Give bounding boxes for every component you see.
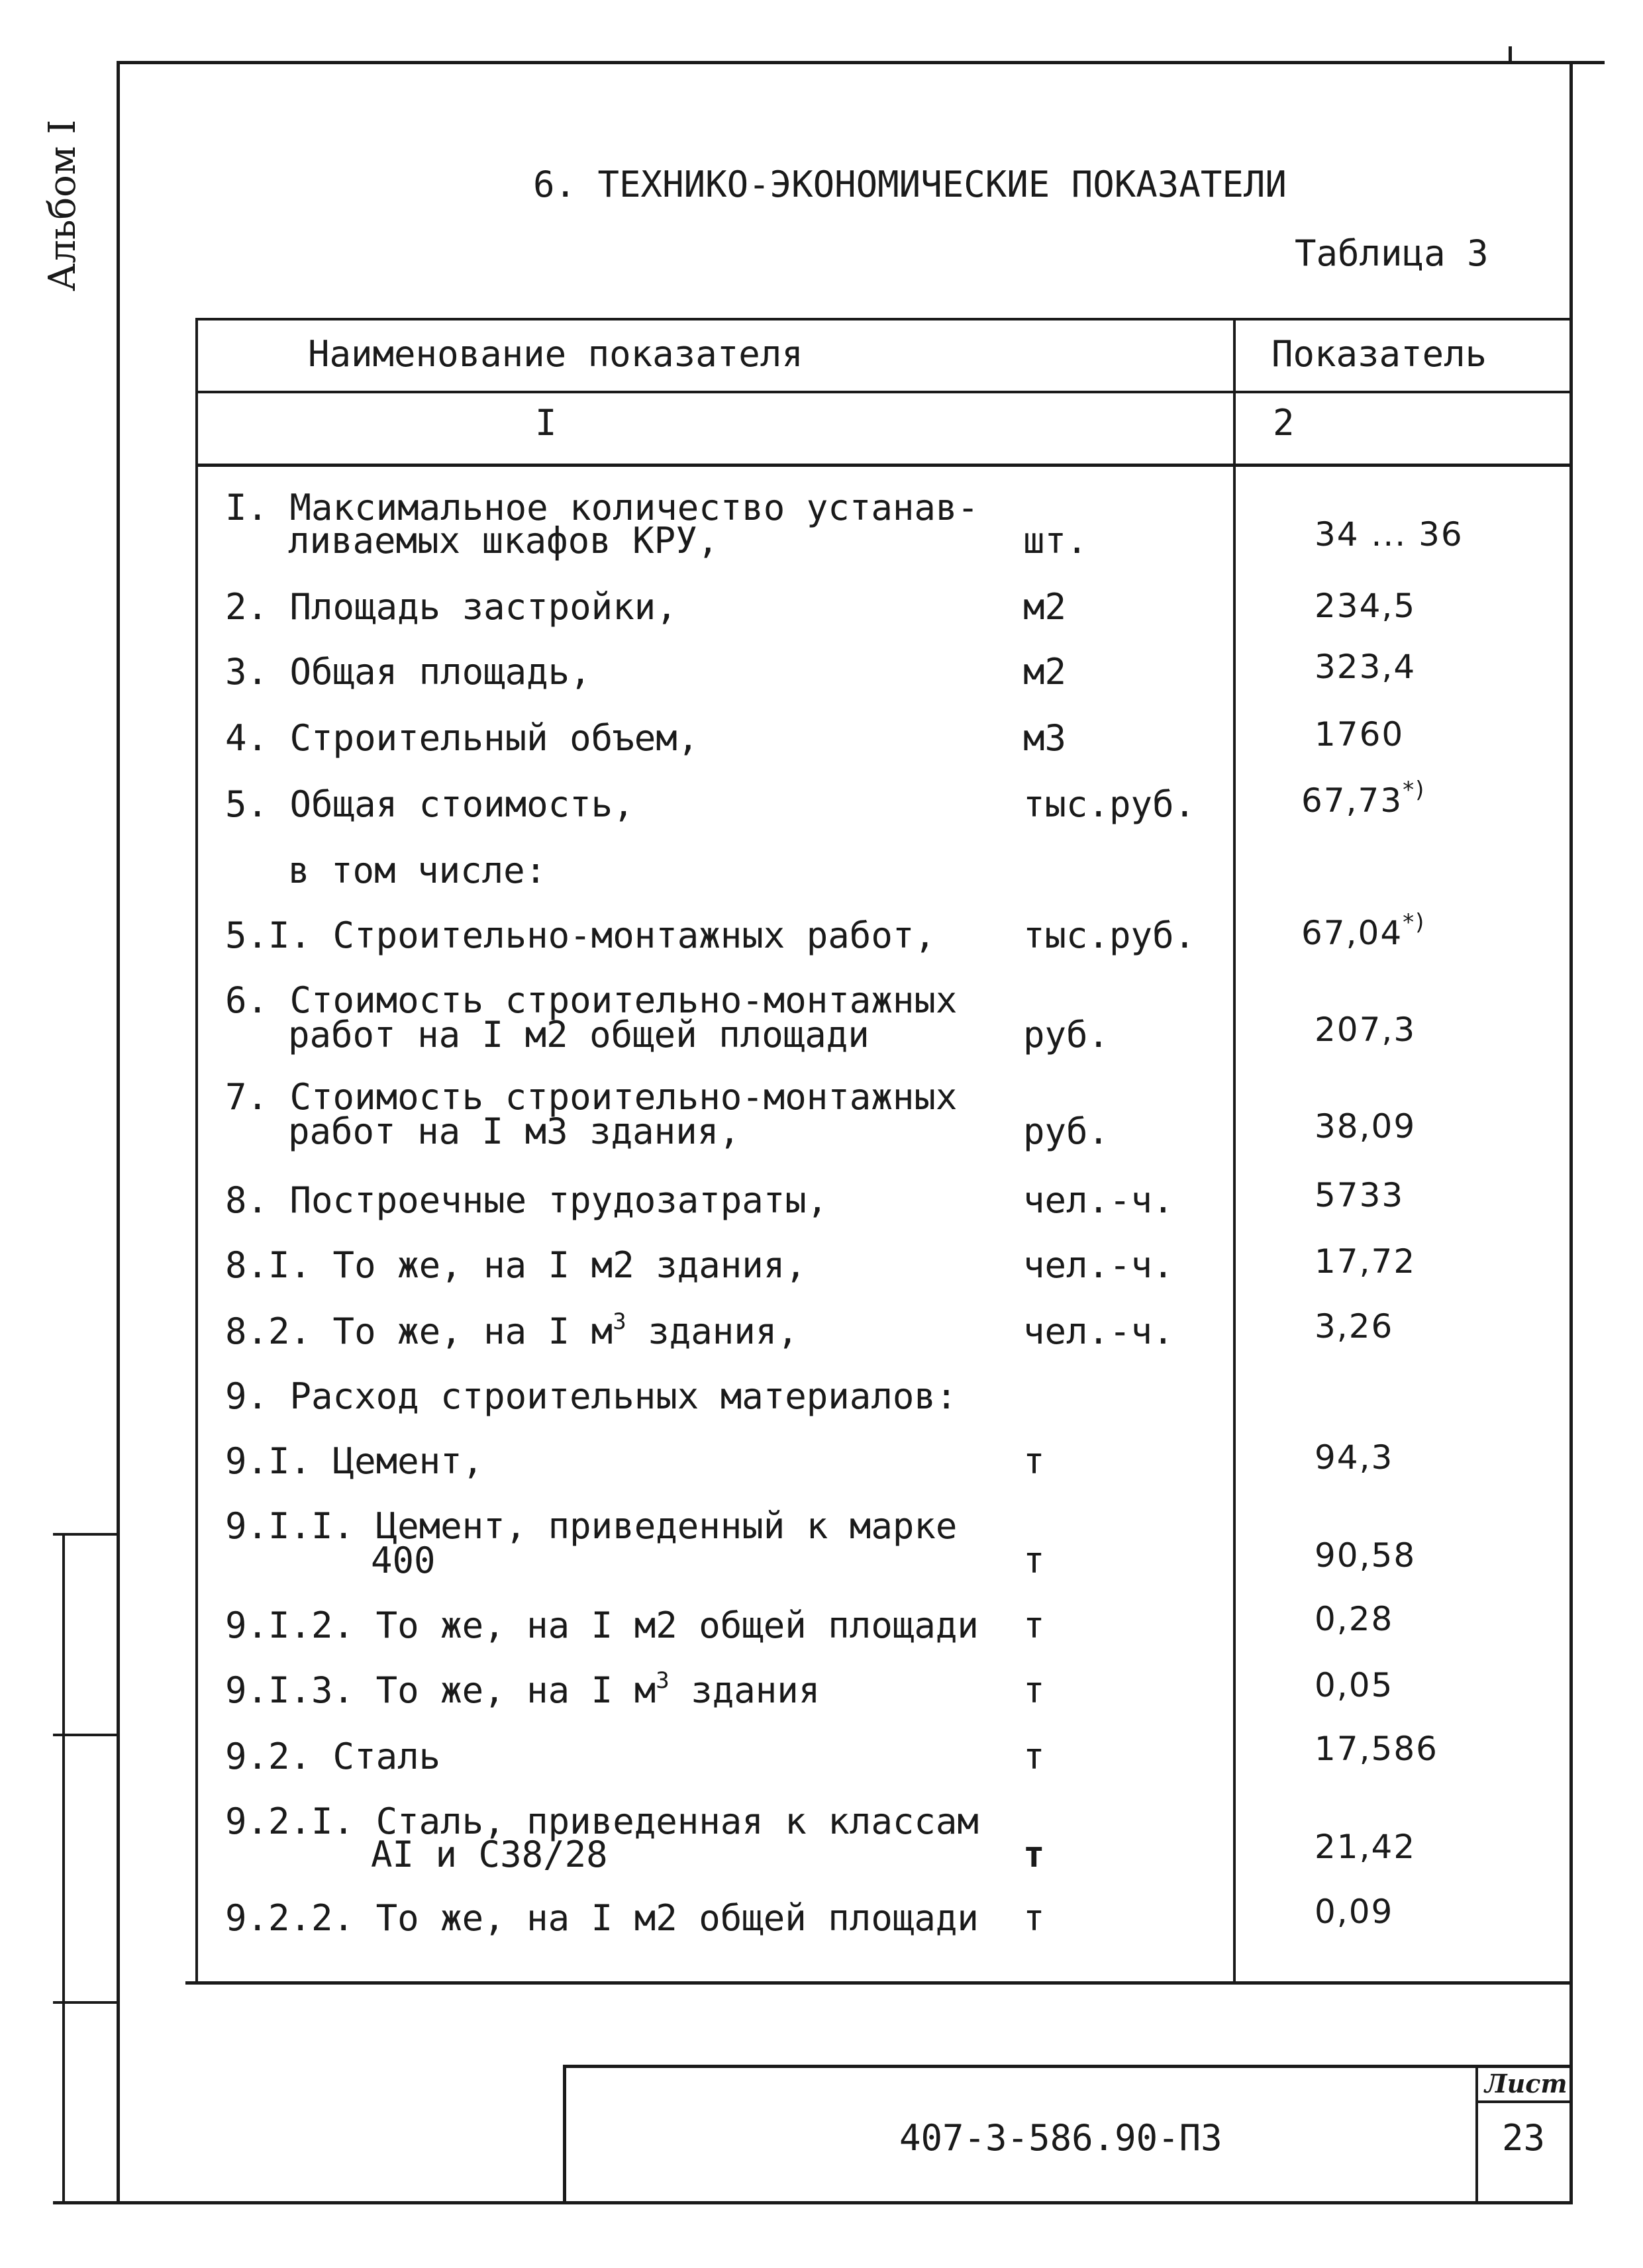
row-12-unit: чел.-ч. [1023, 1310, 1174, 1352]
row-4-value: 1760 [1315, 715, 1405, 754]
stamp-sheet-label: Лист [1485, 2069, 1568, 2098]
header-name-column: Наименование показателя [308, 333, 803, 375]
row-15-label-line2: 400 [371, 1540, 436, 1581]
row-8-value: 207,3 [1315, 1011, 1417, 1049]
row-11-unit: чел.-ч. [1023, 1244, 1174, 1286]
margin-strip-tick [53, 2001, 118, 2004]
stamp-top-border [563, 2065, 1573, 2068]
row-1-unit: шт. [1023, 520, 1088, 562]
frame-right-line [1569, 61, 1573, 2204]
table-header-divider [195, 391, 1573, 393]
frame-corner-mark [1509, 46, 1512, 64]
row-10-label: 8. Построечные трудозатраты, [225, 1179, 828, 1221]
row-19-unit: т [1023, 1834, 1045, 1875]
row-19-label-line2: AI и C38/28 [371, 1834, 608, 1875]
row-3-label: 3. Общая площадь, [225, 651, 591, 693]
table-top-border [195, 318, 1573, 320]
row-8-unit: руб. [1023, 1014, 1110, 1056]
stamp-sheet-divider [1475, 2065, 1478, 2204]
row-1-label-line1: I. Максимальное количество устанав- [225, 487, 979, 528]
frame-left-line [117, 61, 120, 2204]
row-14-label: 9.I. Цемент, [225, 1440, 484, 1482]
row-10-value: 5733 [1315, 1176, 1405, 1214]
row-17-label: 9.I.3. То же, на I $м^3$ здания [225, 1667, 821, 1711]
frame-top-line [118, 61, 1605, 64]
row-10-unit: чел.-ч. [1023, 1179, 1174, 1221]
stamp-left-border [563, 2065, 566, 2204]
row-16-value: 0,28 [1315, 1600, 1394, 1638]
stamp-sheet-label-divider [1475, 2100, 1573, 2103]
row-12-superscript: 3 [613, 1308, 626, 1335]
row-5-footnote-mark: *) [1403, 777, 1426, 803]
header-column-number-1: I [535, 402, 557, 444]
row-3-unit: м2 [1023, 651, 1067, 693]
row-5-label: 5. Общая стоимость, [225, 783, 634, 825]
row-5-value: 67,73*) [1301, 777, 1426, 820]
header-value-column: Показатель [1271, 333, 1487, 375]
row-20-unit: т [1023, 1897, 1045, 1939]
table-number-divider [195, 464, 1573, 467]
row-15-label-line1: 9.I.I. Цемент, приведенный к марке [225, 1505, 958, 1547]
table-column-divider [1233, 318, 1236, 1984]
row-7-unit: тыс.руб. [1023, 914, 1196, 956]
row-18-unit: т [1023, 1736, 1045, 1777]
row-4-label: 4. Строительный объем, [225, 717, 699, 759]
row-12-value: 3,26 [1315, 1307, 1394, 1346]
row-17-unit: т [1023, 1669, 1045, 1711]
row-9-value: 38,09 [1315, 1107, 1417, 1146]
margin-strip-tick [53, 1533, 118, 1536]
row-2-label: 2. Площадь застройки, [225, 586, 677, 628]
stamp-sheet-number: 23 [1502, 2117, 1546, 2159]
row-16-unit: т [1023, 1604, 1045, 1646]
margin-strip-line [62, 1533, 65, 2203]
table-bottom-border [185, 1981, 1573, 1985]
row-11-label: 8.I. То же, на I м2 здания, [225, 1244, 807, 1286]
row-5-unit: тыс.руб. [1023, 783, 1196, 825]
stamp-document-code: 407-3-586.90-ПЗ [899, 2117, 1222, 2159]
header-column-number-2: 2 [1273, 402, 1295, 444]
row-16-label: 9.I.2. То же, на I м2 общей площади [225, 1604, 979, 1646]
row-6-label: в том числе: [288, 850, 547, 891]
row-20-label: 9.2.2. То же, на I м2 общей площади [225, 1897, 979, 1939]
row-19-value: 21,42 [1315, 1828, 1417, 1866]
row-18-value: 17,586 [1315, 1730, 1438, 1768]
row-19-label-line1: 9.2.I. Сталь, приведенная к классам [225, 1800, 979, 1842]
table-label: Таблица 3 [1295, 232, 1489, 274]
row-8-label-line1: 6. Стоимость строительно-монтажных [225, 979, 958, 1021]
page-title: 6. ТЕХНИКО-ЭКОНОМИЧЕСКИЕ ПОКАЗАТЕЛИ [533, 164, 1287, 205]
row-13-label: 9. Расход строительных материалов: [225, 1375, 958, 1417]
row-18-label: 9.2. Сталь [225, 1736, 441, 1777]
row-14-unit: т [1023, 1440, 1045, 1482]
row-1-value: 34 ... 36 [1315, 515, 1464, 554]
row-9-label-line1: 7. Стоимость строительно-монтажных [225, 1076, 958, 1118]
row-1-label-line2: ливаемых шкафов КРУ, [288, 520, 719, 562]
row-4-unit: м3 [1023, 717, 1067, 759]
table-left-border [195, 318, 198, 1984]
row-11-value: 17,72 [1315, 1242, 1417, 1281]
row-17-superscript: 3 [656, 1667, 670, 1694]
row-17-value: 0,05 [1315, 1666, 1394, 1704]
row-14-value: 94,3 [1315, 1438, 1394, 1477]
row-7-value: 67,04*) [1301, 909, 1426, 952]
row-9-label-line2: работ на I м3 здания, [288, 1110, 740, 1152]
frame-bottom-line [53, 2201, 1573, 2204]
row-3-value: 323,4 [1315, 648, 1417, 686]
row-7-footnote-mark: *) [1403, 909, 1426, 936]
row-7-label: 5.I. Строительно-монтажных работ, [225, 914, 936, 956]
row-2-unit: м2 [1023, 586, 1067, 628]
row-12-label: 8.2. То же, на I $м^3$ здания, [225, 1308, 799, 1352]
row-2-value: 234,5 [1315, 587, 1417, 625]
row-15-unit: т [1023, 1540, 1045, 1581]
row-20-value: 0,09 [1315, 1893, 1394, 1931]
side-album-label: Альбом I [41, 119, 84, 291]
margin-strip-tick [53, 1734, 118, 1736]
row-15-value: 90,58 [1315, 1536, 1417, 1575]
row-9-unit: руб. [1023, 1110, 1110, 1152]
row-8-label-line2: работ на I м2 общей площади [288, 1014, 870, 1056]
